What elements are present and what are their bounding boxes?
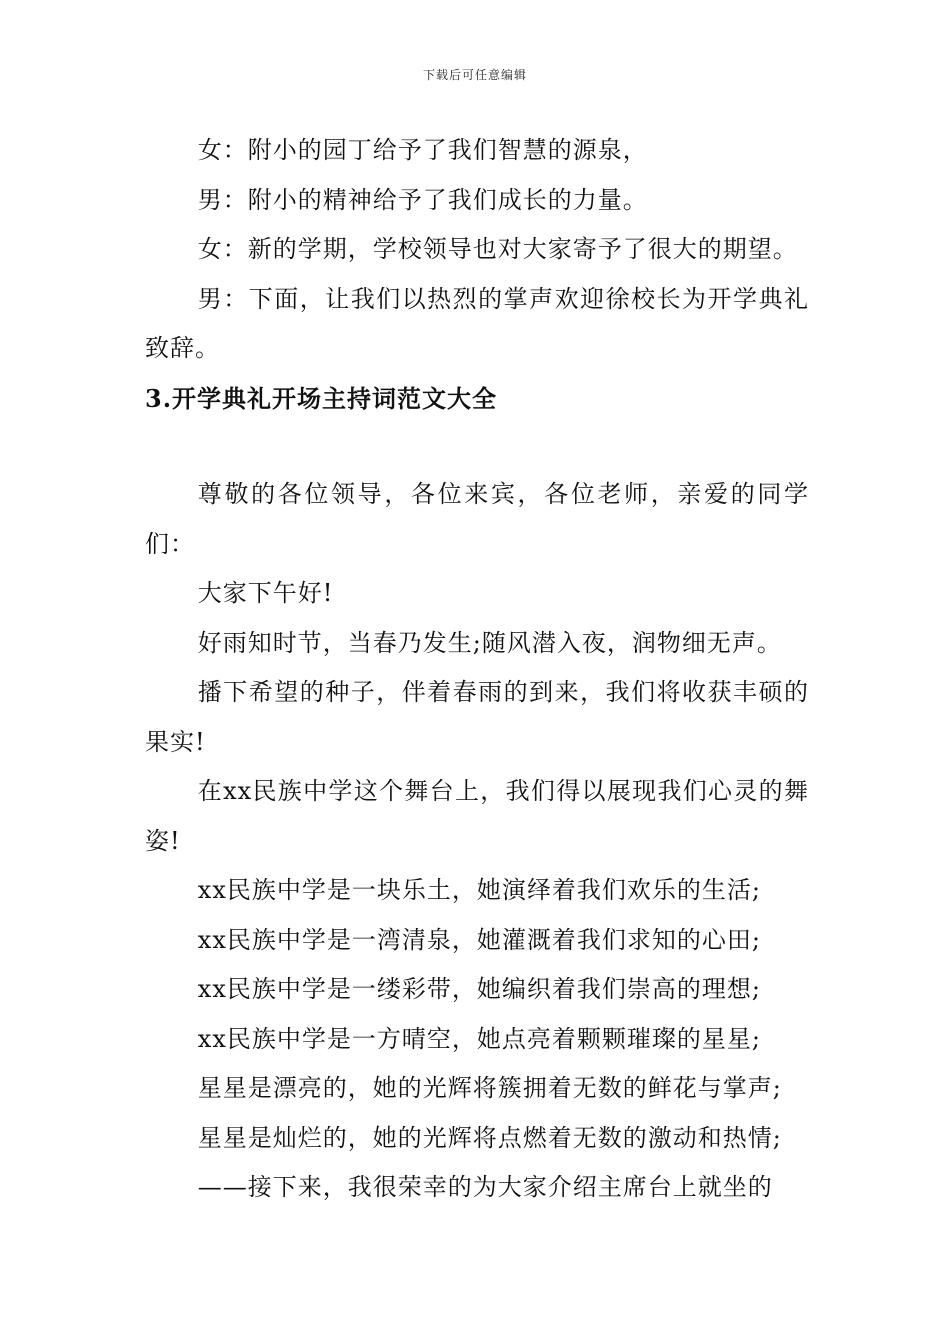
paragraph: 播下希望的种子，伴着春雨的到来，我们将收获丰硕的果实! (145, 678, 809, 756)
paragraph: 女：新的学期，学校领导也对大家寄予了很大的期望。 (197, 235, 798, 263)
paragraph: xx民族中学是一湾清泉，她灌溉着我们求知的心田; (197, 925, 761, 954)
paragraph: ——接下来，我很荣幸的为大家介绍主席台上就坐的 (197, 1173, 773, 1201)
paragraph: 尊敬的各位领导，各位来宾，各位老师，亲爱的同学们： (145, 480, 809, 558)
paragraph: 大家下午好! (197, 579, 334, 607)
paragraph: 星星是灿烂的，她的光辉将点燃着无数的激动和热情; (197, 1123, 782, 1152)
paragraph: 女：附小的园丁给予了我们智慧的源泉， (197, 136, 648, 164)
paragraph: 在xx民族中学这个舞台上，我们得以展现我们心灵的舞姿! (145, 777, 809, 855)
paragraph: 男：下面，让我们以热烈的掌声欢迎徐校长为开学典礼致辞。 (145, 284, 809, 362)
paragraph: xx民族中学是一方晴空，她点亮着颗颗璀璨的星星; (197, 1024, 761, 1053)
paragraph: 男：附小的精神给予了我们成长的力量。 (197, 185, 648, 214)
section-heading: 3.开学典礼开场主持词范文大全 (145, 383, 498, 413)
page-header-note: 下载后可任意编辑 (422, 68, 527, 82)
document-body (145, 126, 809, 1213)
paragraph: xx民族中学是一块乐土，她演绎着我们欢乐的生活; (197, 876, 761, 904)
paragraph: 星星是漂亮的，她的光辉将簇拥着无数的鲜花与掌声; (197, 1074, 782, 1102)
paragraph: 好雨知时节，当春乃发生;随风潜入夜，润物细无声。 (197, 628, 782, 657)
blank-line (145, 423, 809, 470)
paragraph: xx民族中学是一缕彩带，她编织着我们崇高的理想; (197, 975, 761, 1003)
